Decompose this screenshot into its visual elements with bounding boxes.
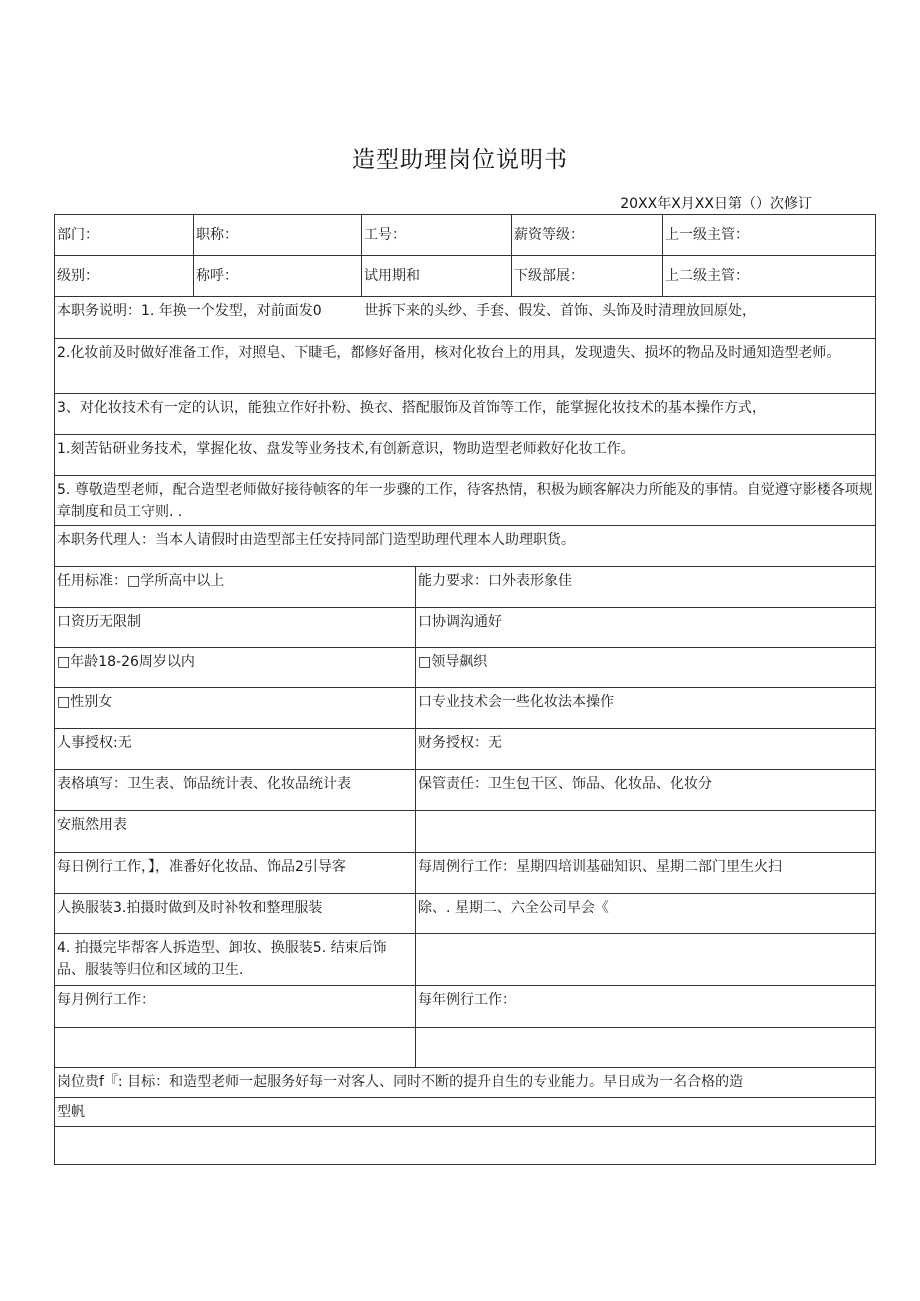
authority-row xyxy=(55,729,875,770)
department-field: 部门： xyxy=(55,215,194,255)
header-row-1 xyxy=(55,215,875,256)
duty-2-text: 2.化妆前及时做好准备工作，对照皂、下睫毛，都修好备用，核对化妆台上的用具，发现遗失、损坏的物品及时通知造型老师。 xyxy=(57,345,841,361)
duty-row-1 xyxy=(55,297,875,339)
forms-row-2 xyxy=(55,811,875,853)
empty-cell xyxy=(55,1127,875,1164)
salary-grade-field: 薪资等级： xyxy=(512,215,663,255)
form-of-address-field: 称呼： xyxy=(194,256,362,296)
duty-5-text: 5. 尊敬造型老师，配合造型老师做好接待帧客的年一步骤的工作，待客热情，积极为顾客解决力所能及的事情。自觉遵守影楼各项规章制度和员工守则. . xyxy=(57,482,873,520)
agent-row xyxy=(55,526,875,567)
subordinate-field: 下级部展： xyxy=(512,256,663,296)
empty-cell xyxy=(416,934,875,985)
goal-row-1 xyxy=(55,1068,875,1098)
job-description-form xyxy=(54,214,876,1165)
ability-appearance: 能力要求：口外表形象佳 xyxy=(418,573,572,589)
requirement-row-3 xyxy=(55,648,875,688)
probation-field: 试用期和 xyxy=(362,256,512,296)
header-row-2 xyxy=(55,256,875,297)
requirement-age: □年龄18-26周岁以内 xyxy=(55,648,416,687)
duty-1-right: 世拆下来的头纱、手套、假发、首饰、头饰及时清理放回原处， xyxy=(364,303,756,319)
empty-cell xyxy=(55,1028,416,1067)
agent-text: 本职务代理人：当本人请假时由造型部主任安持同部门造型助理代理本人助理职货。 xyxy=(57,532,575,548)
duty-4-text: 1.刻苦钻研业务技术，掌握化妆、盘发等业务技术,有创新意识，物助造型老师救好化妆工作。 xyxy=(57,441,635,457)
empty-cell xyxy=(416,1028,875,1067)
requirement-experience: 口资历无限制 xyxy=(55,608,416,647)
duty-row-2 xyxy=(55,339,875,394)
level-field: 级别： xyxy=(55,256,194,296)
routine-row-2 xyxy=(55,894,875,934)
requirement-row-2 xyxy=(55,608,875,648)
revision-note: 20XX年X月XX日第（）次修订 xyxy=(620,196,812,212)
duty-row-5 xyxy=(55,476,875,526)
custody-responsibility: 保管责任：卫生包干区、饰品、化妆品、化妆分 xyxy=(418,776,712,792)
routine-row-3 xyxy=(55,934,875,986)
forms-row-1 xyxy=(55,770,875,811)
weekly-routine-1: 每周例行工作：星期四培训基础知识、星期二部门里生火扫 xyxy=(418,859,782,875)
duty-1-left: 本职务说明：1. 年换一个发型，对前面发0 xyxy=(57,303,322,319)
goal-text-2: 型帆 xyxy=(57,1104,85,1120)
personnel-authority: 人事授权:无 xyxy=(55,729,416,769)
ability-leadership: □领导飙织 xyxy=(418,654,488,670)
daily-routine-1: 每日例行工作，】，准番好化妆品、饰品2引导客 xyxy=(55,853,416,893)
monthly-routine: 每月例行工作： xyxy=(55,986,416,1027)
supervisor-2-field: 上二级主管： xyxy=(665,268,749,284)
daily-routine-3: 4. 拍摄完毕帮客人拆造型、卸妆、换服装5. 结束后饰品、服装等归位和区域的卫生. xyxy=(55,934,416,985)
duty-row-4 xyxy=(55,435,875,476)
daily-routine-2: 人换服装3.拍摄时做到及时补牧和整理服装 xyxy=(55,894,416,933)
duty-row-3 xyxy=(55,394,875,435)
requirement-gender: □性别女 xyxy=(55,688,416,728)
requirement-row-4 xyxy=(55,688,875,729)
employee-id-field: 工号： xyxy=(362,215,512,255)
finance-authority: 财务授权：无 xyxy=(418,735,502,751)
title-field: 职称： xyxy=(194,215,362,255)
supervisor-1-field: 上一级主管： xyxy=(665,227,749,243)
duty-3-text: 3、对化妆技术有一定的认识，能独立作好扑粉、换衣、搭配服饰及首饰等工作，能掌握化妆技术的基本操作方式， xyxy=(57,400,766,416)
weekly-routine-2: 除、. 星期二、六全公司早会《 xyxy=(418,900,609,916)
forms-to-fill-cont: 安瓶然用表 xyxy=(55,811,416,852)
routine-row-5 xyxy=(55,1028,875,1068)
requirement-row-1 xyxy=(55,567,875,608)
goal-row-3 xyxy=(55,1127,875,1164)
ability-communication: 口协调沟通好 xyxy=(418,614,502,630)
ability-technique: 口专业技术会一些化妆法本操作 xyxy=(418,694,614,710)
requirement-education: 任用标准：□学所高中以上 xyxy=(55,567,416,607)
routine-row-1 xyxy=(55,853,875,894)
yearly-routine: 每年例行工作： xyxy=(418,992,516,1008)
routine-row-4 xyxy=(55,986,875,1028)
forms-to-fill: 表格填写：卫生表、饰品统计表、化妆品统计表 xyxy=(55,770,416,810)
page-title: 造型助理岗位说明书 xyxy=(352,147,568,173)
goal-text-1: 岗位贵f『: 目标：和造型老师一起服务好每一对客人、同时不断的提升自生的专业能力。早日成为一名合格的造 xyxy=(57,1074,744,1090)
goal-row-2 xyxy=(55,1098,875,1127)
empty-cell xyxy=(416,811,875,852)
